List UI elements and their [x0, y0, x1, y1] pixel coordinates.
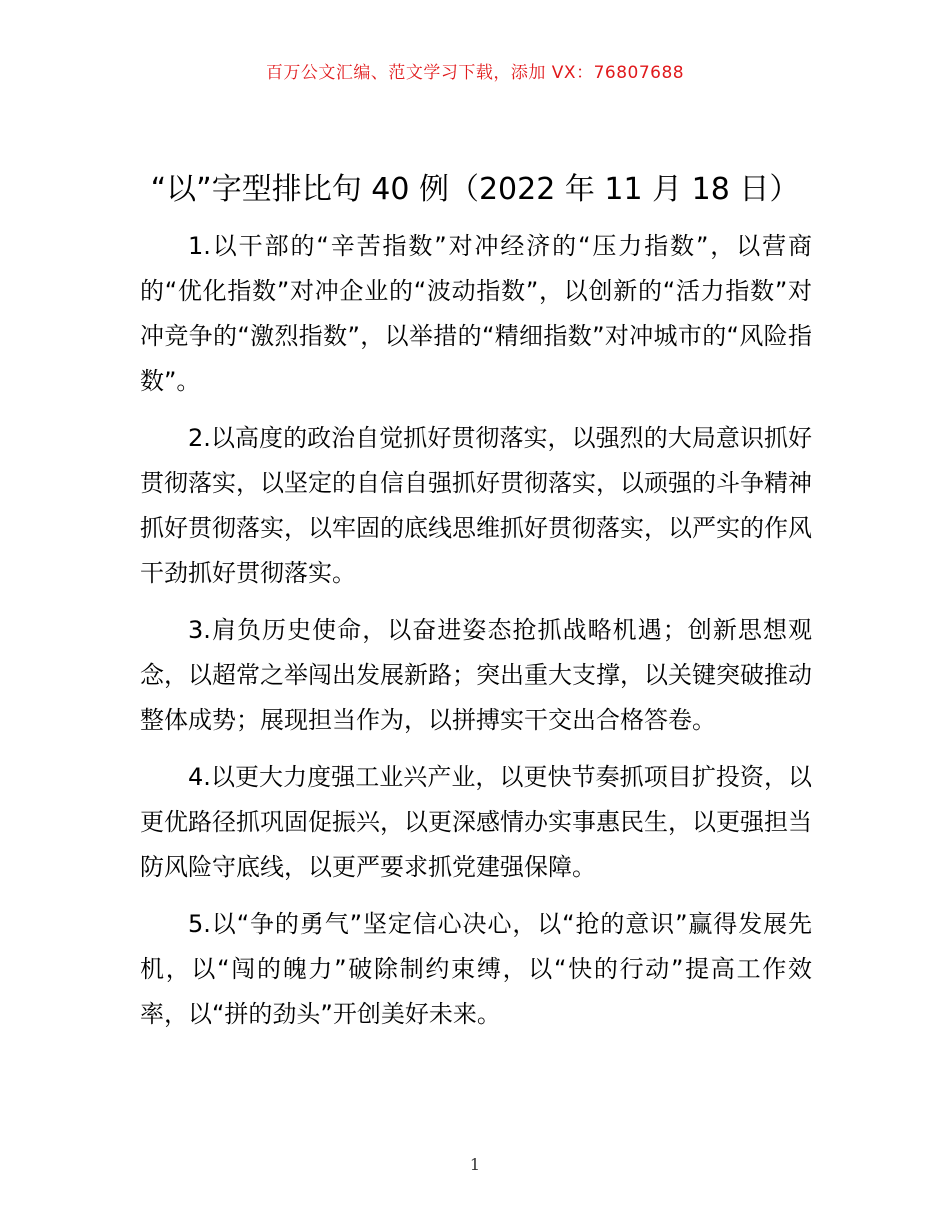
paragraph-2: 2.以高度的政治自觉抓好贯彻落实，以强烈的大局意识抓好贯彻落实，以坚定的自信自强抓好贯彻落实，以顽强的斗争精神抓好贯彻落实，以牢固的底线思维抓好贯彻落实，以严实的作风干劲抓好贯彻落实。 [140, 424, 812, 587]
paragraph-1: 1.以干部的“辛苦指数”对冲经济的“压力指数”，以营商的“优化指数”对冲企业的“波动指数”，以创新的“活力指数”对冲竞争的“激烈指数”，以举措的“精细指数”对冲城市的“风险指数”。 [140, 232, 812, 395]
paragraph-3: 3.肩负历史使命，以奋进姿态抢抓战略机遇；创新思想观念，以超常之举闯出发展新路；突出重大支撑，以关键突破推动整体成势；展现担当作为，以拼搏实干交出合格答卷。 [140, 616, 812, 734]
page-number: 1 [469, 1155, 481, 1174]
page-title: “以”字型排比句 40 例（2022 年 11 月 18 日） [150, 172, 800, 207]
document-body [140, 224, 812, 1049]
paragraph-4: 4.以更大力度强工业兴产业，以更快节奏抓项目扩投资，以更优路径抓巩固促振兴，以更深感情办实事惠民生，以更强担当防风险守底线，以更严要求抓党建强保障。 [140, 763, 812, 881]
header-banner: 百万公文汇编、范文学习下载，添加 VX：76807688 [265, 63, 685, 83]
paragraph-5: 5.以“争的勇气”坚定信心决心，以“抢的意识”赢得发展先机，以“闯的魄力”破除制约束缚，以“快的行动”提高工作效率，以“拼的劲头”开创美好未来。 [140, 910, 812, 1028]
